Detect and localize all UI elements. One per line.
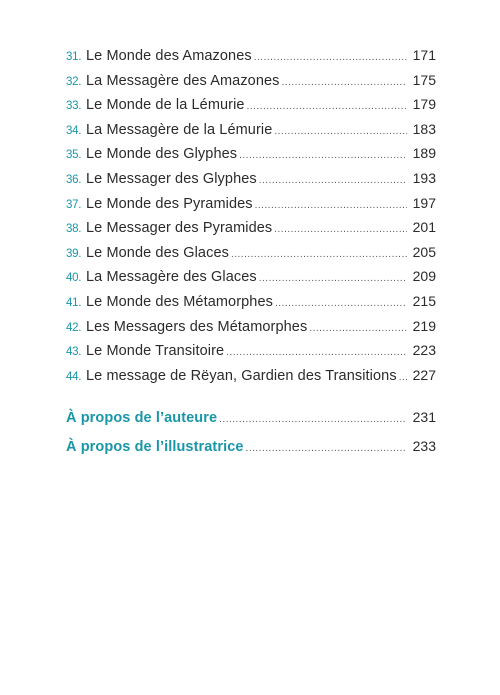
chapter-number: 43. <box>66 346 82 359</box>
section-spacer <box>66 391 436 409</box>
chapter-title: La Messagère de la Lémurie <box>86 121 273 138</box>
chapter-number: 35. <box>66 149 82 162</box>
page-number: 201 <box>412 219 436 236</box>
toc-entry-39 <box>66 244 436 269</box>
section-title: À propos de l’illustratrice <box>66 439 244 456</box>
dot-leader <box>255 200 407 211</box>
chapter-number: 42. <box>66 321 82 334</box>
dot-leader <box>282 77 407 88</box>
chapter-number: 31. <box>66 51 82 63</box>
toc-section-illustrator <box>66 438 436 467</box>
chapter-title: Le message de Rëyan, Gardien des Transitions <box>86 367 397 384</box>
toc-entry-34 <box>66 121 436 146</box>
chapter-title: Le Monde de la Lémurie <box>86 97 245 114</box>
chapter-title: Le Messager des Glyphes <box>86 170 257 187</box>
dot-leader <box>274 224 407 235</box>
page-number: 231 <box>412 409 436 426</box>
dot-leader <box>259 175 407 186</box>
toc-entry-42 <box>66 318 436 343</box>
chapter-title: Le Monde des Amazones <box>86 48 252 64</box>
chapter-number: 38. <box>66 223 82 236</box>
chapter-number: 33. <box>66 100 82 113</box>
chapter-title: La Messagère des Amazones <box>86 72 280 89</box>
page-number: 197 <box>412 194 436 211</box>
chapter-title: Le Monde Transitoire <box>86 343 225 360</box>
dot-leader <box>246 443 407 454</box>
chapter-title: Le Monde des Glaces <box>86 244 229 261</box>
page-number: 193 <box>412 169 436 186</box>
toc-entry-31 <box>66 47 436 72</box>
dot-leader <box>239 150 407 161</box>
page-number: 175 <box>412 71 436 88</box>
page-number: 205 <box>412 243 436 260</box>
chapter-title: La Messagère des Glaces <box>86 269 257 286</box>
toc-entry-32 <box>66 72 436 97</box>
chapter-number: 34. <box>66 124 82 137</box>
toc-entry-35 <box>66 145 436 170</box>
chapter-number: 40. <box>66 272 82 285</box>
dot-leader <box>247 101 407 112</box>
page-number: 223 <box>412 342 436 359</box>
chapter-title: Le Monde des Métamorphes <box>86 293 273 310</box>
page-number: 227 <box>412 366 436 383</box>
dot-leader <box>226 347 407 358</box>
toc-entry-43 <box>66 342 436 367</box>
dot-leader <box>275 298 407 309</box>
chapter-title: Le Monde des Pyramides <box>86 195 253 212</box>
toc-entry-40 <box>66 268 436 293</box>
dot-leader <box>231 249 407 260</box>
toc-section-author <box>66 409 436 438</box>
page-number: 215 <box>412 292 436 309</box>
chapter-title: Le Monde des Glyphes <box>86 146 238 163</box>
toc-entry-37 <box>66 195 436 220</box>
page-number: 219 <box>412 317 436 334</box>
page-number: 233 <box>412 438 436 455</box>
toc-entry-36 <box>66 170 436 195</box>
page-number: 209 <box>412 268 436 285</box>
chapter-title: Le Messager des Pyramides <box>86 220 273 237</box>
page-number: 183 <box>412 120 436 137</box>
chapter-number: 37. <box>66 198 82 211</box>
dot-leader <box>274 126 407 137</box>
toc-entry-33 <box>66 96 436 121</box>
toc-entry-44 <box>66 367 436 392</box>
dot-leader <box>309 323 407 334</box>
dot-leader <box>259 273 407 284</box>
chapter-number: 44. <box>66 370 82 383</box>
chapter-number: 32. <box>66 75 82 88</box>
dot-leader <box>219 414 407 425</box>
toc-entry-41 <box>66 293 436 318</box>
table-of-contents <box>66 47 436 467</box>
dot-leader <box>254 52 407 63</box>
section-title: À propos de l’auteure <box>66 410 218 427</box>
dot-leader <box>399 372 407 383</box>
chapter-number: 39. <box>66 247 82 260</box>
page-number: 179 <box>412 96 436 113</box>
chapter-number: 36. <box>66 173 82 186</box>
page-number: 189 <box>412 145 436 162</box>
page-number: 171 <box>412 47 436 63</box>
chapter-title: Les Messagers des Métamorphes <box>86 318 308 335</box>
chapter-number: 41. <box>66 296 82 309</box>
toc-entry-38 <box>66 219 436 244</box>
